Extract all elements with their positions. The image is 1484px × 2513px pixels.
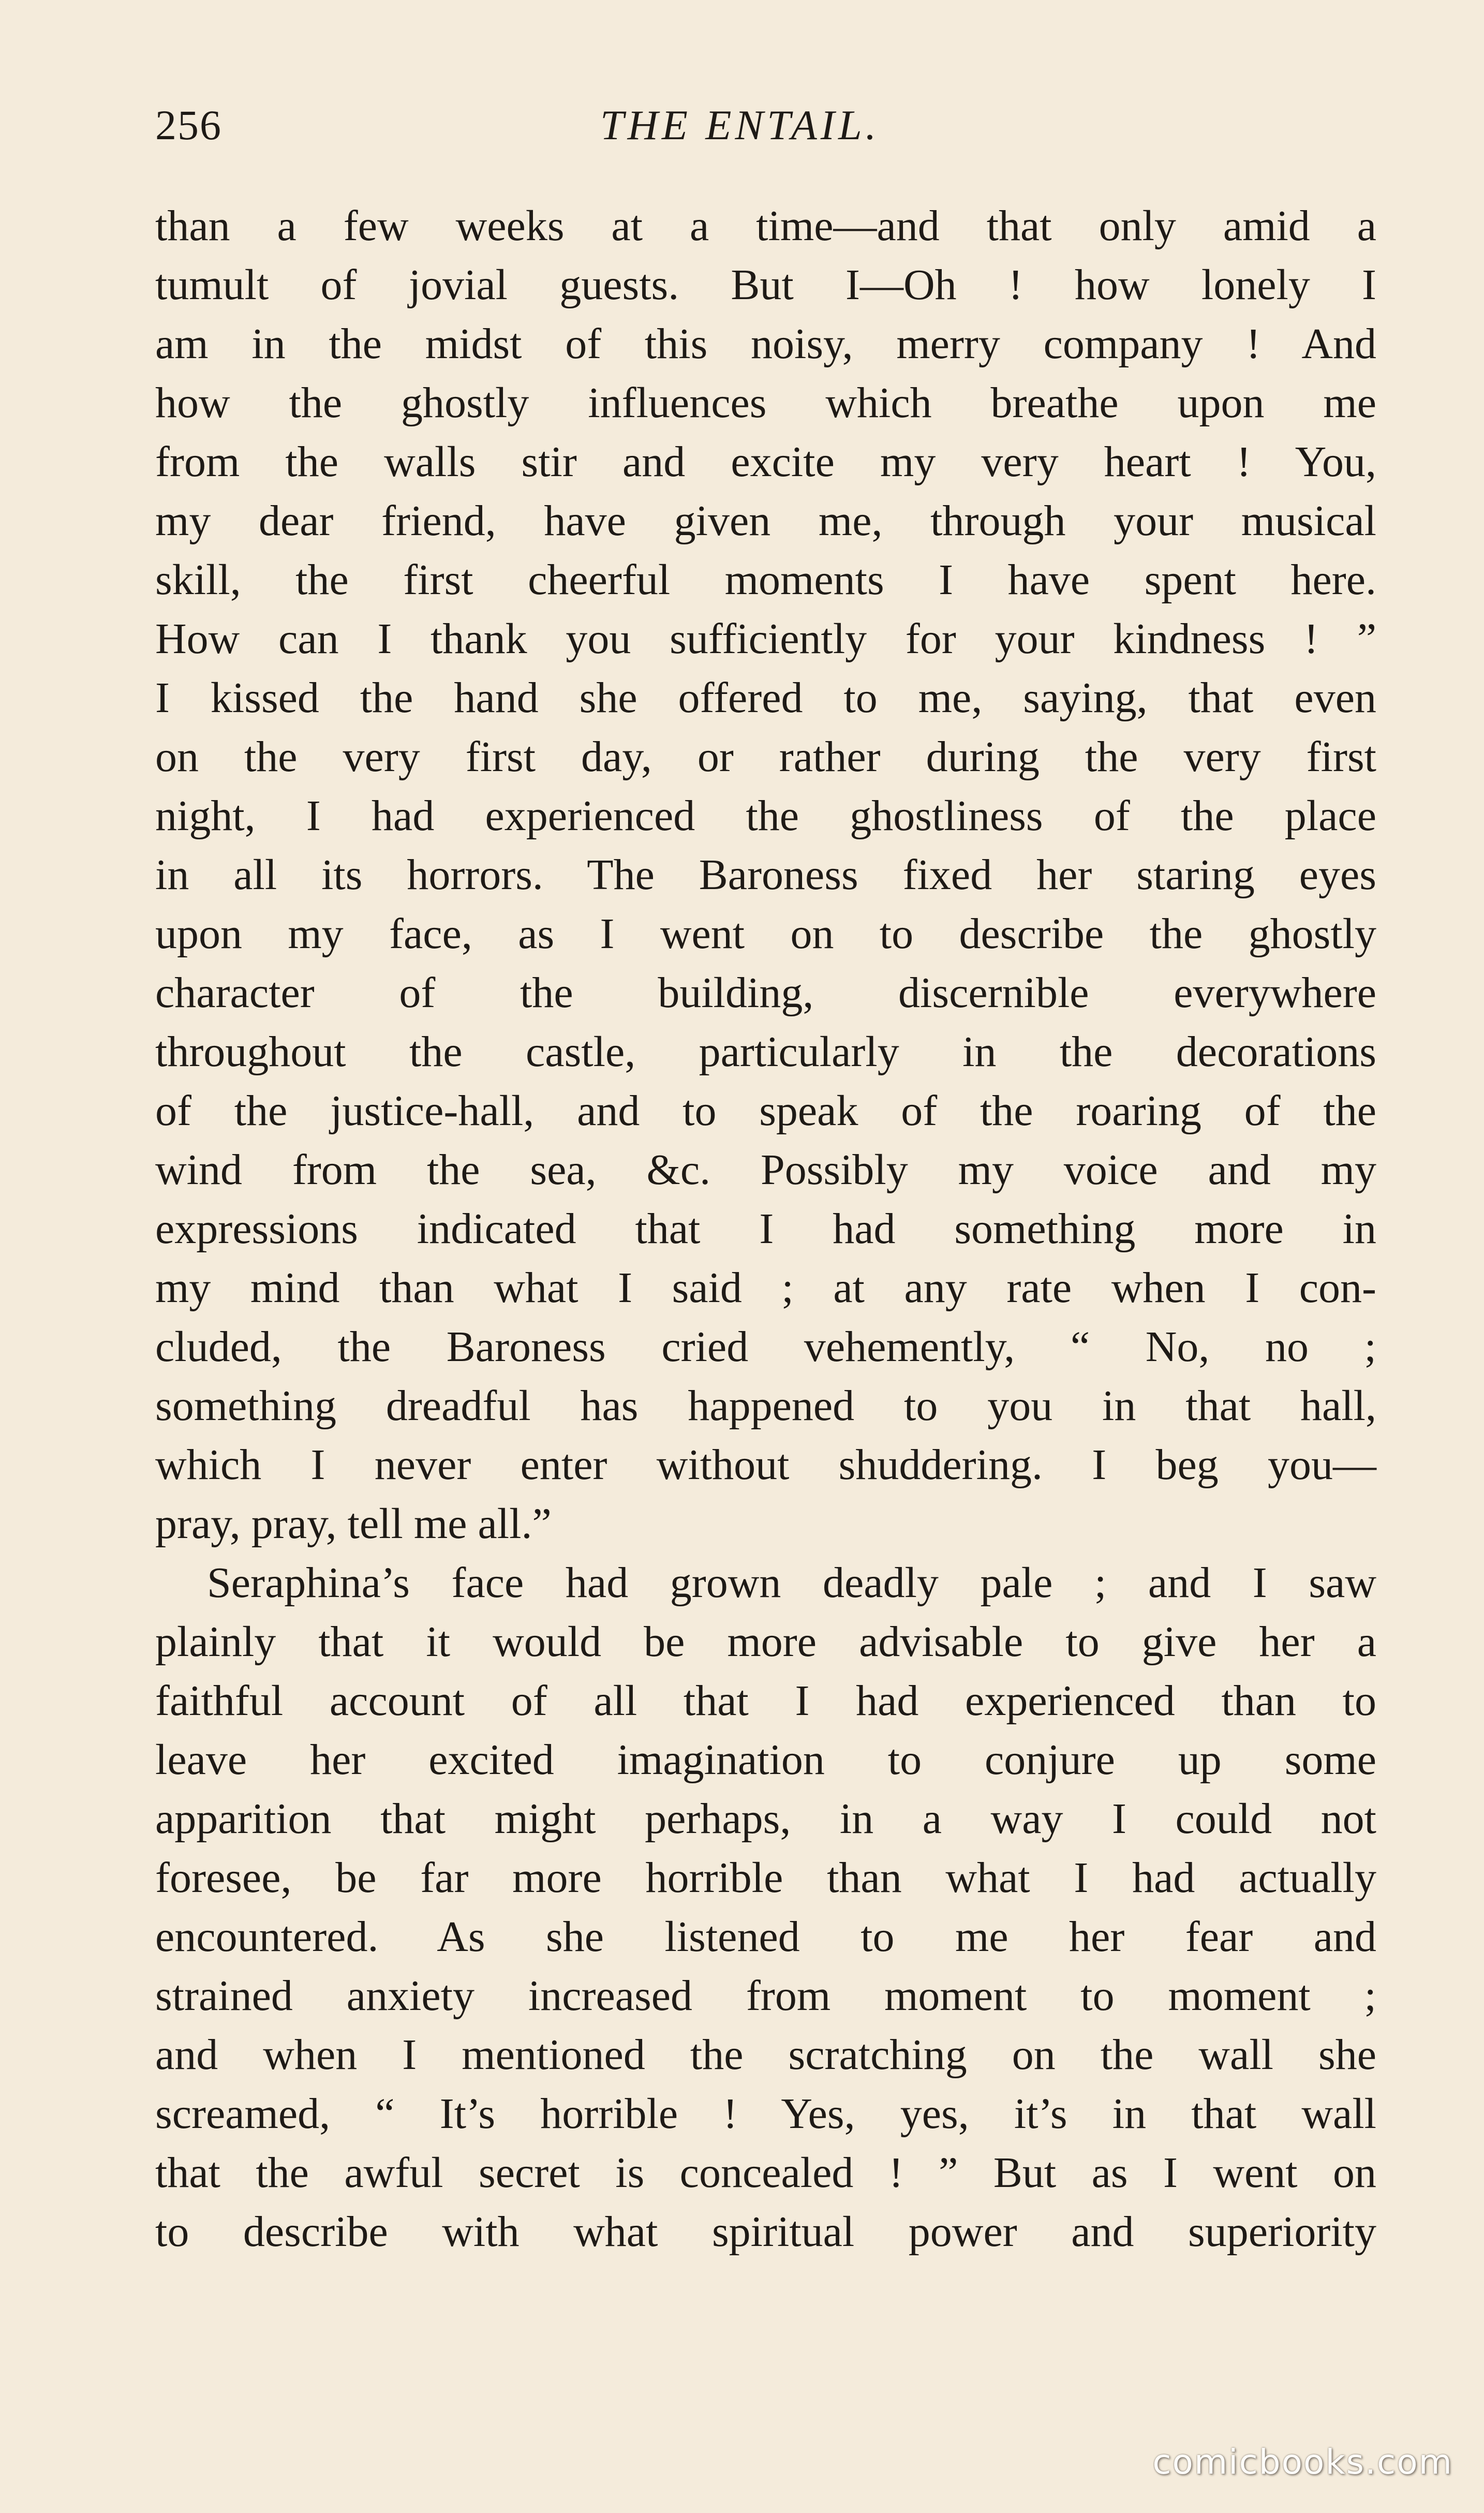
- text-line: How can I thank you sufficiently for your kindness ! ”: [155, 615, 1376, 663]
- running-title: THE ENTAIL.: [600, 101, 880, 149]
- text-line: foresee, be far more horrible than what I had actually: [155, 1854, 1376, 1902]
- text-line: something dreadful has happened to you in that hall,: [155, 1382, 1376, 1430]
- text-line: and when I mentioned the scratching on the wall she: [155, 2031, 1376, 2079]
- text-line: am in the midst of this noisy, merry company ! And: [155, 320, 1376, 368]
- text-line: which I never enter without shuddering. I beg you—: [155, 1441, 1376, 1489]
- text-line: apparition that might perhaps, in a way I could not: [155, 1795, 1376, 1843]
- text-line: to describe with what spiritual power and superiority: [155, 2208, 1376, 2256]
- text-line: of the justice-hall, and to speak of the roaring of the: [155, 1087, 1376, 1135]
- text-line: my dear friend, have given me, through your musical: [155, 497, 1376, 545]
- text-line: strained anxiety increased from moment to moment ;: [155, 1972, 1376, 2020]
- text-line: Seraphina’s face had grown deadly pale ; and I saw: [207, 1559, 1376, 1607]
- text-line: my mind than what I said ; at any rate when I con-: [155, 1264, 1376, 1312]
- text-line: plainly that it would be more advisable to give her a: [155, 1618, 1376, 1666]
- page-number: 256: [155, 101, 222, 149]
- text-line: how the ghostly influences which breathe upon me: [155, 379, 1376, 427]
- text-line: cluded, the Baroness cried vehemently, “ No, no ;: [155, 1323, 1376, 1371]
- text-line: skill, the first cheerful moments I have spent here.: [155, 556, 1376, 604]
- text-line: than a few weeks at a time—and that only amid a: [155, 202, 1376, 250]
- watermark: comicbooks.com: [1152, 2442, 1453, 2482]
- text-line: upon my face, as I went on to describe the ghostly: [155, 910, 1376, 958]
- text-line: in all its horrors. The Baroness fixed her staring eyes: [155, 851, 1376, 899]
- text-line: throughout the castle, particularly in the decorations: [155, 1028, 1376, 1076]
- text-line: wind from the sea, &c. Possibly my voice and my: [155, 1146, 1376, 1194]
- text-line: expressions indicated that I had something more in: [155, 1205, 1376, 1253]
- text-line: tumult of jovial guests. But I—Oh ! how lonely I: [155, 261, 1376, 309]
- body-text: [155, 197, 1376, 2261]
- text-line: leave her excited imagination to conjure up some: [155, 1736, 1376, 1784]
- text-line: from the walls stir and excite my very heart ! You,: [155, 438, 1376, 486]
- text-line: encountered. As she listened to me her fear and: [155, 1913, 1376, 1961]
- text-line: faithful account of all that I had experienced than to: [155, 1677, 1376, 1725]
- text-line: I kissed the hand she offered to me, saying, that even: [155, 674, 1376, 722]
- text-line: that the awful secret is concealed ! ” But as I went on: [155, 2149, 1376, 2197]
- text-line: screamed, “ It’s horrible ! Yes, yes, it’s in that wall: [155, 2090, 1376, 2138]
- text-line: night, I had experienced the ghostliness of the place: [155, 792, 1376, 840]
- text-line: pray, pray, tell me all.”: [155, 1500, 552, 1548]
- text-line: character of the building, discernible everywhere: [155, 969, 1376, 1017]
- text-line: on the very first day, or rather during the very first: [155, 733, 1376, 781]
